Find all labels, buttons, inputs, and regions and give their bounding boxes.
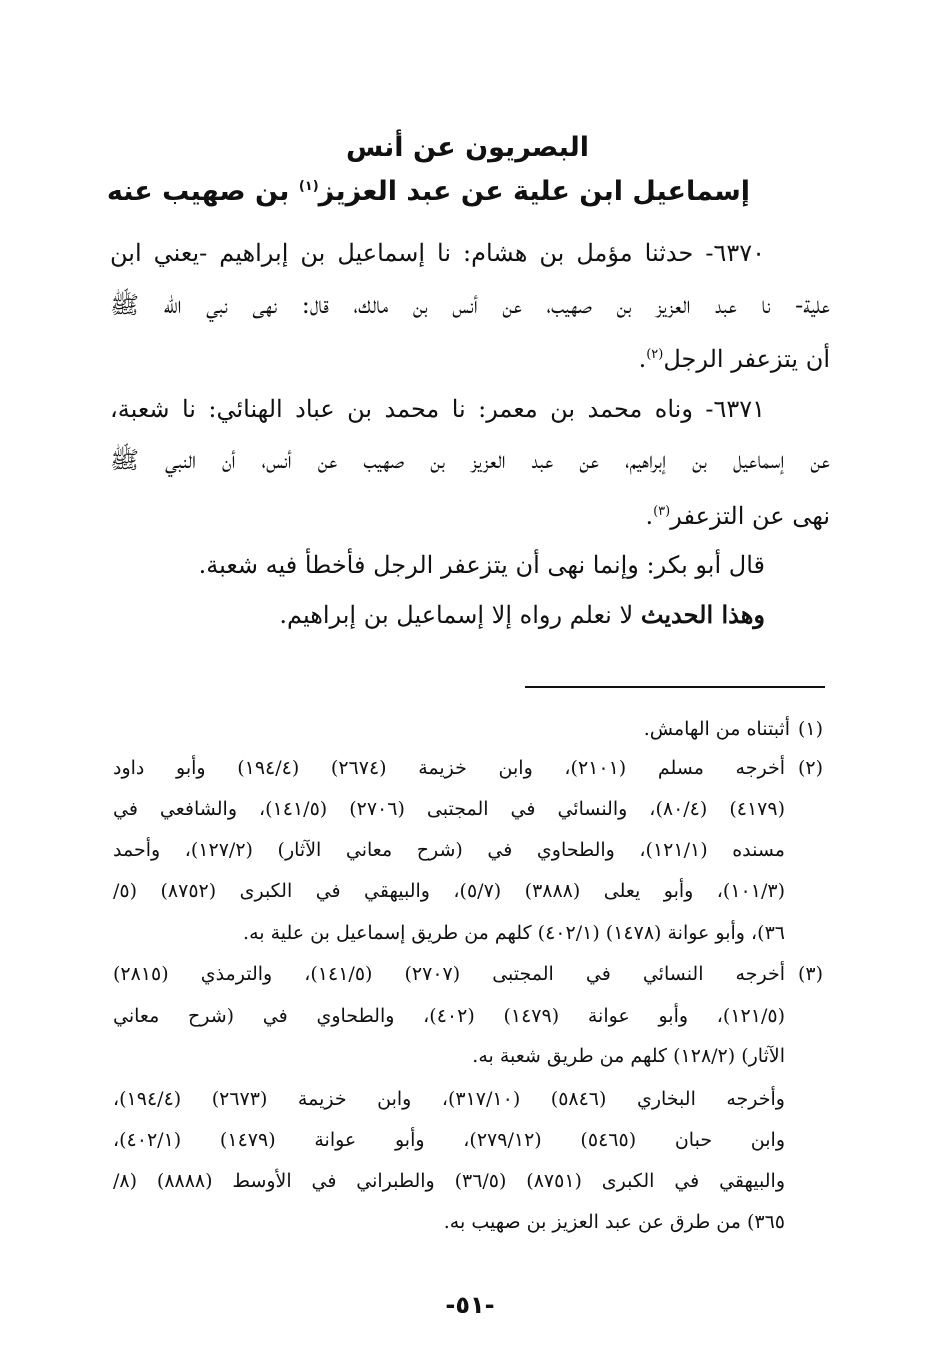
footnote-2-line-3: مسنده (١٢١/١)، والطحاوي في (شرح معاني الآثار) (١٢٧/٢)، وأحمد xyxy=(113,839,785,861)
footnote-ref-3: (٣) xyxy=(653,504,671,519)
comment-line-2 xyxy=(110,600,765,630)
section-title: البصريون عن أنس xyxy=(345,132,590,163)
footnote-2-line-1: أخرجه مسلم (٢١٠١)، وابن خزيمة (٢٦٧٤) (١٩٤/٤) وأبو داود xyxy=(113,757,785,779)
chain-title-before: إسماعيل ابن علية عن عبد العزيز xyxy=(318,176,750,207)
page-number: -٥١- xyxy=(445,1291,495,1319)
footnote-3-line-1: أخرجه النسائي في المجتبى (٢٧٠٧) (١٤١/٥)، والترمذي (٢٨١٥) xyxy=(113,963,785,985)
hadith-6371-line-3-text: نهى عن التزعفر xyxy=(670,502,830,530)
comment-keyword: وهذا الحديث xyxy=(640,600,765,629)
chain-title-after: بن صهيب عنه xyxy=(106,176,290,207)
footnote-2-line-5: ٣٦)، وأبو عوانة (١٤٧٨) (٤٠٢/١) كلهم من طريق إسماعيل بن علية به. xyxy=(243,922,785,944)
footnote-3-line-2: (١٢١/٥)، وأبو عوانة (١٤٧٩) (٤٠٢)، والطحاوي في (شرح معاني xyxy=(113,1005,785,1027)
hadith-6371-line-1: ٦٣٧١- وناه محمد بن معمر: نا محمد بن عباد الهنائي: نا شعبة، xyxy=(110,395,765,423)
footnote-3b-line-3: والبيهقي في الكبرى (٨٧٥١) (٣٦/٥) والطبراني في الأوسط (٨٨٨٨) (٨/ xyxy=(113,1170,785,1192)
footnote-3-number: (٣) xyxy=(797,963,823,985)
comment-line-1: قال أبو بكر: وإنما نهى أن يتزعفر الرجل فأخطأ فيه شعبة. xyxy=(198,551,765,579)
hadith-6370-line-3 xyxy=(110,340,830,374)
footnote-ref-2: (٢) xyxy=(646,347,664,362)
chain-title xyxy=(106,176,750,207)
footnote-3b-line-2: وابن حبان (٥٤٦٥) (٢٧٩/١٢)، وأبو عوانة (١٤٧٩) (٤٠٢/١)، xyxy=(113,1129,786,1151)
footnote-3b-line-1: وأخرجه البخاري (٥٨٤٦) (٣١٧/١٠)، وابن خزيمة (٢٦٧٣) (١٩٤/٤)، xyxy=(113,1088,785,1110)
comment-line-2-rest: لا نعلم رواه إلا إسماعيل بن إبراهيم. xyxy=(279,601,634,629)
chain-title-footnote-ref: (١) xyxy=(298,179,319,194)
footnote-separator xyxy=(525,686,825,688)
hadith-6370-line-2: علية- نا عبد العزيز بن صهيب، عن أنس بن مالك، قال: نهى نبي الله ﷺ xyxy=(110,291,830,319)
hadith-6371-line-2: عن إسماعيل بن إبراهيم، عن عبد العزيز بن صهيب عن أنس، أن النبي ﷺ xyxy=(110,446,830,474)
hadith-6370-line-3-text: أن يتزعفر الرجل xyxy=(663,345,830,373)
hadith-6370-line-1: ٦٣٧٠- حدثنا مؤمل بن هشام: نا إسماعيل بن إبراهيم -يعني ابن xyxy=(110,239,765,267)
footnote-1-text: أثبتناه من الهامش. xyxy=(643,718,790,740)
hadith-6370-line-3-end: . xyxy=(638,345,647,373)
footnote-2-line-4: (١٠١/٣)، وأبو يعلى (٣٨٨٨) (٥/٧)، والبيهقي في الكبرى (٨٧٥٢) (٥/ xyxy=(113,880,785,902)
footnote-3-line-3: الآثار) (١٢٨/٢) كلهم من طريق شعبة به. xyxy=(472,1045,785,1067)
hadith-6371-line-3 xyxy=(110,497,830,531)
footnote-2-line-2: (٤١٧٩) (٨٠/٤)، والنسائي في المجتبى (٢٧٠٦) (١٤١/٥)، والشافعي في xyxy=(113,798,785,820)
hadith-6371-line-3-end: . xyxy=(645,502,654,530)
footnote-3b-line-4: ٣٦٥) من طرق عن عبد العزيز بن صهيب به. xyxy=(443,1211,785,1233)
footnote-2-number: (٢) xyxy=(797,757,823,779)
footnote-1-number: (١) xyxy=(797,718,823,740)
